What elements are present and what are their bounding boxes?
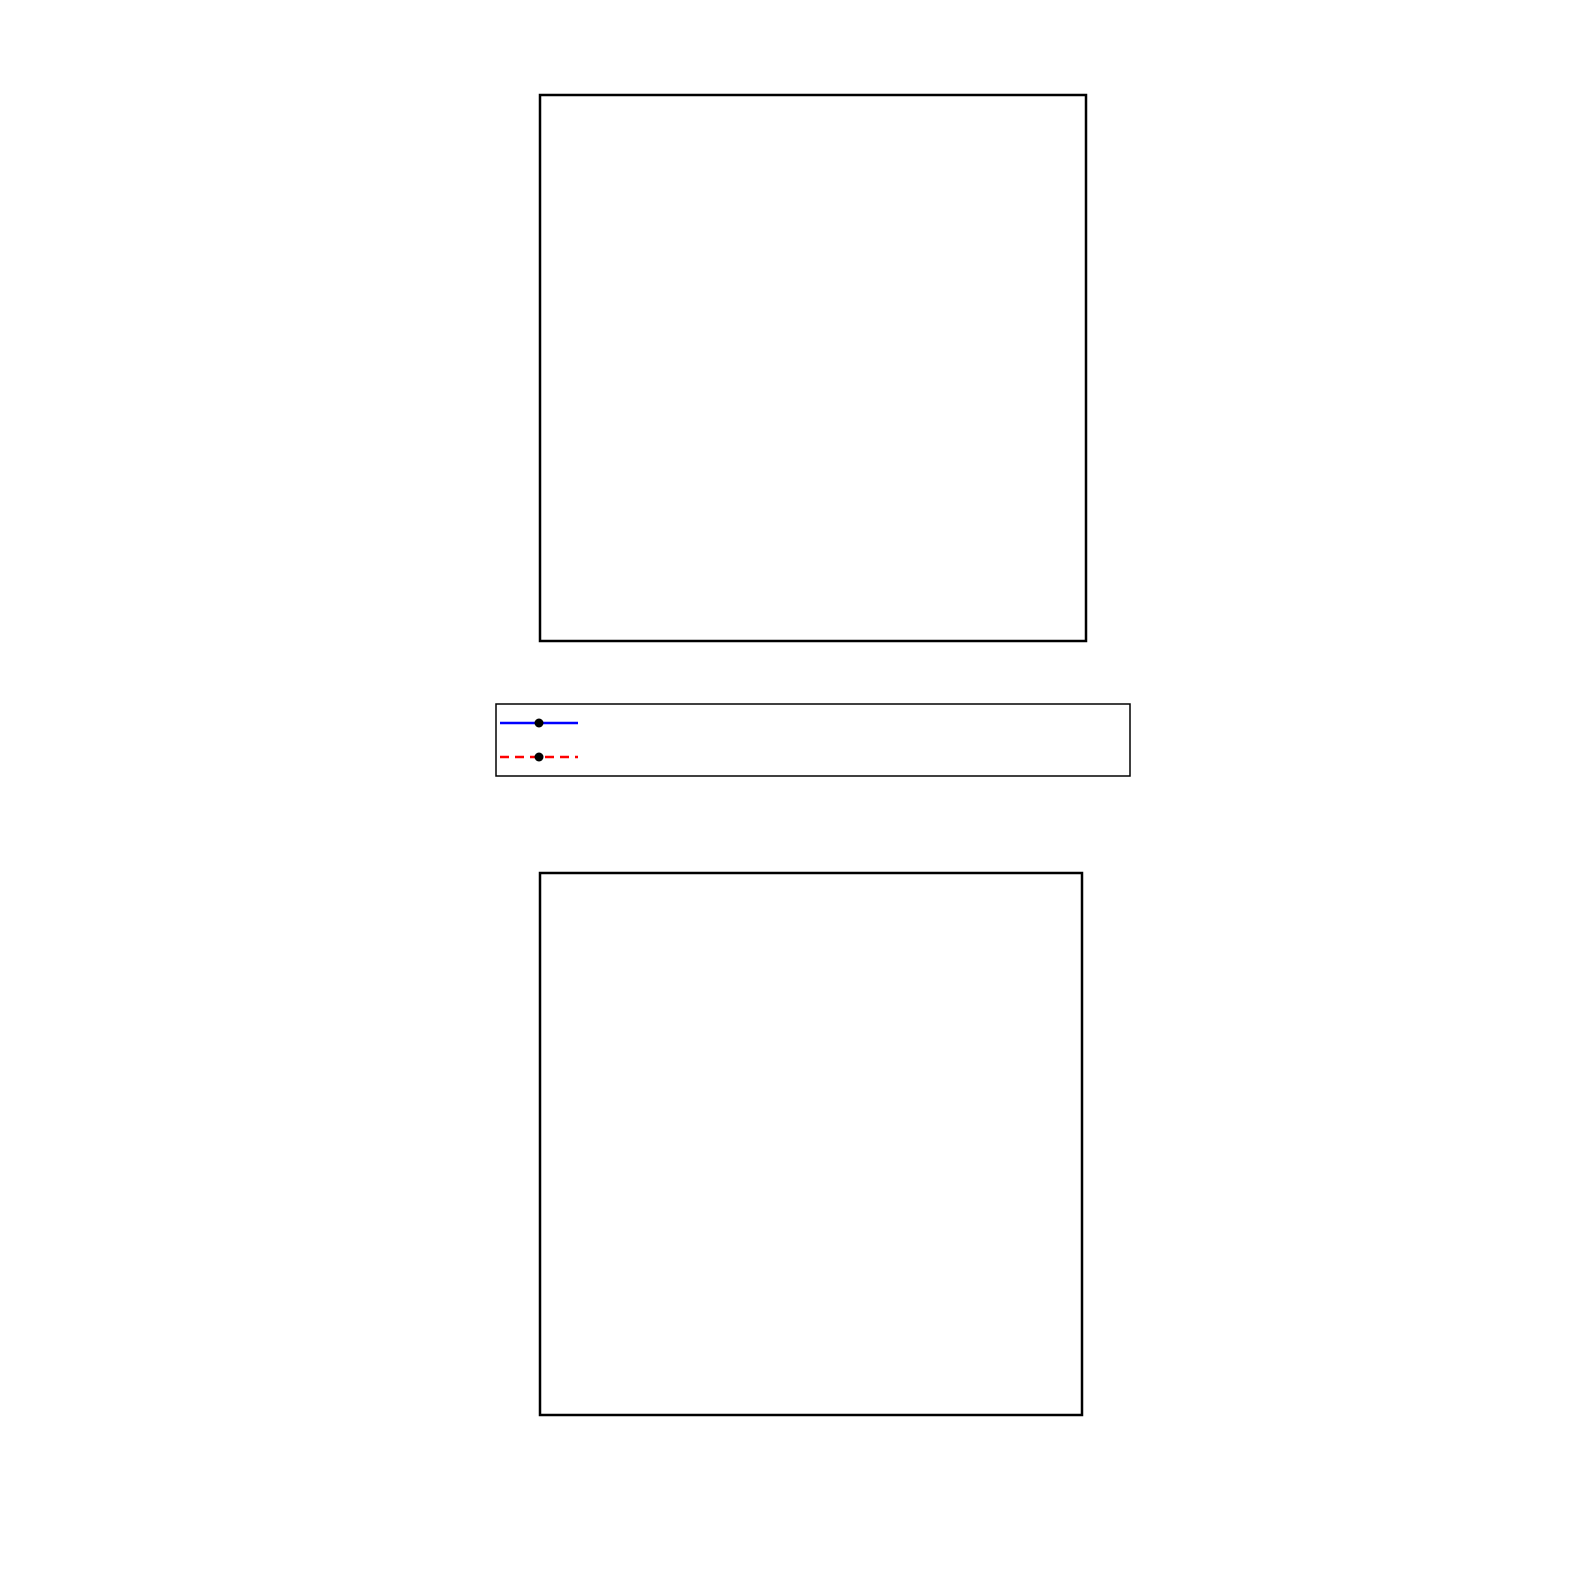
legend — [496, 704, 1130, 776]
legend-box — [496, 704, 1130, 776]
top-chart — [540, 95, 1086, 641]
top-chart-frame — [540, 95, 1086, 641]
legend-marker-arm — [535, 719, 544, 728]
bottom-chart — [540, 873, 1082, 1415]
bottom-chart-frame — [540, 873, 1082, 1415]
legend-marker-model — [535, 753, 544, 762]
